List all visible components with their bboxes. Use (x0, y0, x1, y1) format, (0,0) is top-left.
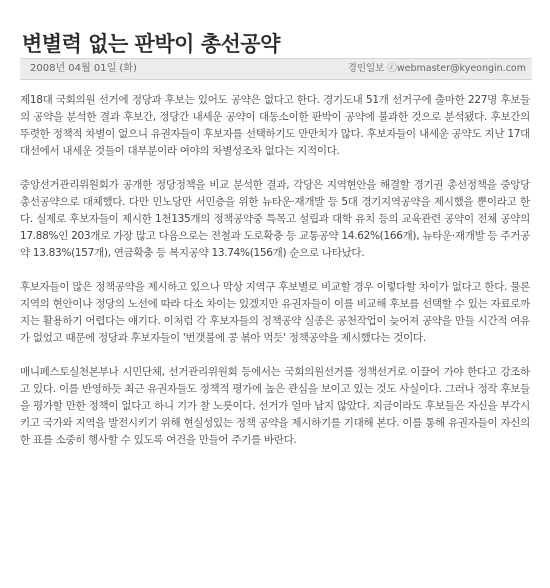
article-meta-bar (20, 58, 532, 80)
article-body (20, 92, 530, 466)
article-paragraph-2: 중앙선거관리위원회가 공개한 정당정책을 비교 분석한 결과, 각당은 지역현안을 해결할 경기권 총선정책을 중앙당 총선공약으로 대체했다. 다만 민노당만 서민층을 위한 뉴타운·재개발 등 5대 경기지역공약을 제시했을 뿐이라고 한다. 실제로 후보자들이 제시한 1천135개의 정책공약중 특목고 설립과 대학 유치 등의 교육관련 공약이 전체 공약의 17.88%인 203개로 가장 많고 다음으로는 전철과 도로확충 등 교통공약 14.62%(166개), 뉴타운·재개발 등 주거공약 13.83%(157개), 연금확충 등 복지공약 13.74%(156개) 순으로 나타났다. (20, 179, 530, 259)
article-date: 2008년 04월 01일 (화) (30, 63, 137, 74)
article-paragraph-4: 매니페스토실천본부나 시민단체, 선거관리위원회 등에서는 국회의원선거를 정책선거로 이끌어 가야 한다고 강조하고 있다. 이를 반영하듯 최근 유권자들도 정책적 평가에 높은 관심을 보이고 있는 것도 사실이다. 그러나 정작 후보들을 평가할 만한 정책이 없다고 하니 기가 찰 노릇이다. 선거가 얼마 남지 않았다. 지금이라도 후보들은 자신을 부각시키고 국가와 지역을 발전시키기 위해 현실성있는 정책 공약을 제시하기를 기대해 본다. 이를 통해 유권자들이 자신의 한 표를 소중히 행사할 수 있도록 여건을 만들어 주기를 바란다. (20, 366, 530, 446)
article-source: 경인일보 ⓒwebmaster@kyeongin.com (347, 63, 526, 74)
article-paragraph-1: 제18대 국회의원 선거에 정당과 후보는 있어도 공약은 없다고 한다. 경기도내 51개 선거구에 출마한 227명 후보들의 공약을 분석한 결과 후보간, 정당간 내세운 공약이 대동소이한 판박이 공약에 불과한 것으로 분석됐다. 후보간의 뚜렷한 정책적 차별이 없으니 유권자들이 후보자를 선택하기도 만만치가 않다. 후보자들이 내세운 공약도 지난 17대 대선에서 내세운 것들이 대부분이라 여야의 차별성조차 없다는 지적이다. (20, 94, 530, 157)
article-headline: 변별력 없는 판박이 총선공약 (22, 31, 280, 57)
article-paragraph-3: 후보자들이 많은 정책공약을 제시하고 있으나 막상 지역구 후보별로 비교할 경우 이렇다할 차이가 없다고 한다. 물론 지역의 현안이나 정당의 노선에 따라 다소 차이는 있겠지만 유권자들이 이를 비교해 후보를 선택할 수 있는 자료로까지는 활용하기 어렵다는 얘기다. 이처럼 각 후보자들의 정책공약 실종은 공천작업이 늦어져 공약을 만들 시간적 여유가 없었고 때문에 정당과 후보자들이 '번갯불에 콩 볶아 먹듯' 정책공약을 제시했다는 것이다. (20, 281, 530, 344)
